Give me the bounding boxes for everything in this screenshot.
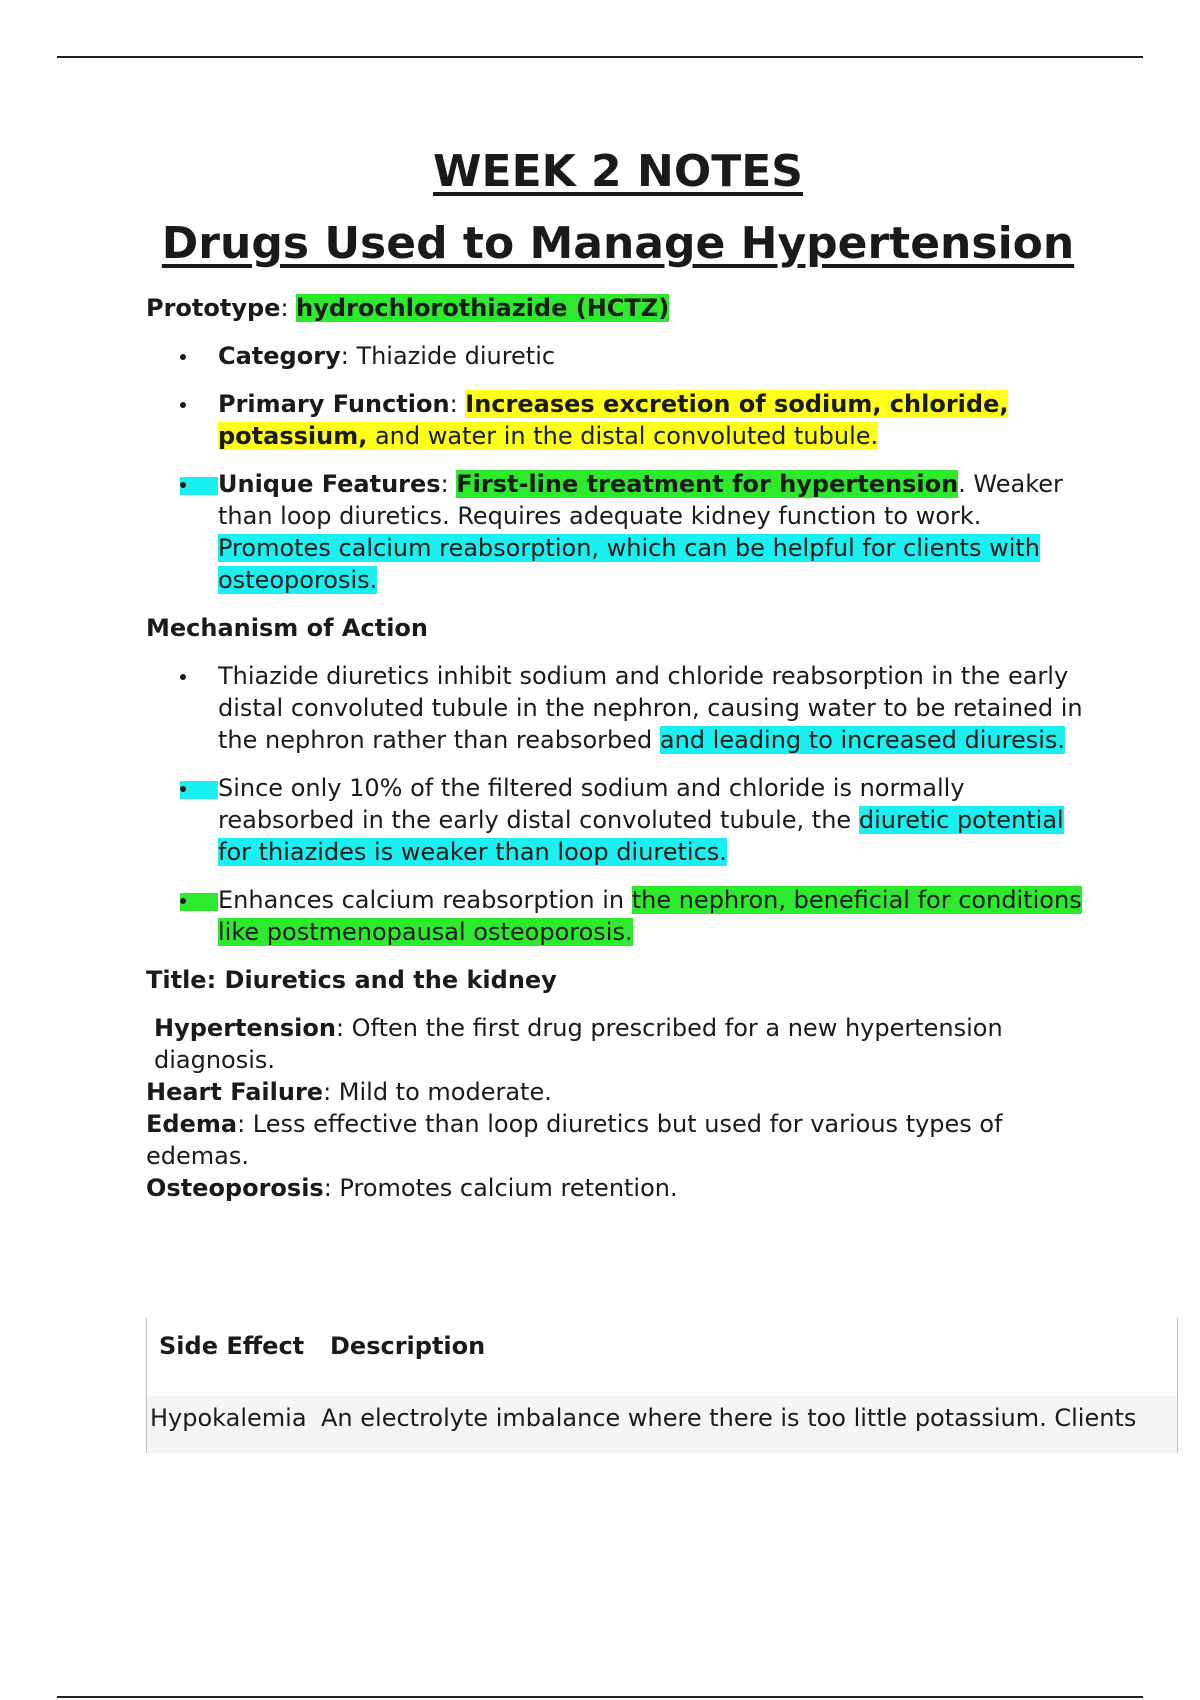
table-header-row (147, 1332, 1177, 1382)
mechanism-item3-text: Enhances calcium reabsorption in (218, 886, 632, 914)
list-item: Category: Thiazide diuretic (146, 340, 1096, 372)
unique-features-cyan: Promotes calcium reabsorption, which can be helpful for clients with osteoporosis. (218, 534, 1041, 594)
prototype-label: Prototype (146, 294, 281, 322)
bullet-icon (180, 660, 218, 692)
mechanism-item1-highlight: and leading to increased diuresis. (659, 726, 1066, 754)
primary-function-bold: Increases excretion of sodium, chloride, potassium, (218, 390, 1009, 450)
hypertension-text: : Often the first drug prescribed for a new hypertension diagnosis. (154, 1014, 1003, 1074)
category-value: Thiazide diuretic (356, 342, 556, 370)
cell-side-effect: Hypokalemia (150, 1404, 307, 1432)
uses-block (146, 1012, 1096, 1204)
use-edema (146, 1108, 1096, 1172)
side-effects-table (146, 1318, 1178, 1453)
mechanism-item3-highlight: the nephron, beneficial for conditions like postmenopausal osteoporosis. (218, 886, 1082, 946)
list-item: Primary Function: Increases excretion of sodium, chloride, potassium, and water in the distal convoluted tubule. (146, 388, 1096, 452)
list-item: Unique Features: First-line treatment for hypertension. Weaker than loop diuretics. Requires adequate kidney function to work. Promotes calcium reabsorption, which can be helpful for clients with osteoporosis. (146, 468, 1096, 596)
prototype-value: hydrochlorothiazide (HCTZ) (296, 294, 670, 322)
prototype-line: Prototype: hydrochlorothiazide (HCTZ) (146, 294, 670, 322)
uses-heading: Title: Diuretics and the kidney (146, 966, 557, 994)
category-label: Category (218, 342, 341, 370)
page-title: Drugs Used to Manage Hypertension (161, 218, 1075, 269)
bullet-icon (180, 772, 218, 804)
header-description: Description (330, 1332, 486, 1360)
heart-failure-text: : Mild to moderate. (323, 1078, 552, 1106)
table-row (147, 1396, 1177, 1453)
hypertension-label: Hypertension (154, 1014, 336, 1042)
edema-text: : Less effective than loop diuretics but used for various types of edemas. (146, 1110, 1003, 1170)
unique-features-label: Unique Features (218, 470, 441, 498)
mechanism-item1-text: Thiazide diuretics inhibit sodium and chloride reabsorption in the early distal convoluted tubule in the nephron, causing water to be retained in the nephron rather than reabsorbed (218, 662, 1083, 754)
mechanism-item2-highlight: diuretic potential for thiazides is weaker than loop diuretics. (218, 806, 1064, 866)
primary-function-label: Primary Function (218, 390, 450, 418)
use-hypertension (154, 1012, 1096, 1076)
bottom-rule (57, 1696, 1143, 1698)
cell-description: An electrolyte imbalance where there is too little potassium. Clients (321, 1404, 1137, 1432)
bullet-icon (180, 468, 218, 500)
header-side-effect: Side Effect (159, 1332, 305, 1360)
unique-features-text: . Weaker than loop diuretics. Requires adequate kidney function to work. (218, 470, 1063, 530)
unique-features-highlight: First-line treatment for hypertension (456, 470, 959, 498)
mechanism-heading: Mechanism of Action (146, 614, 428, 642)
list-item (146, 660, 1096, 756)
bullet-icon (180, 340, 218, 372)
osteoporosis-text: : Promotes calcium retention. (323, 1174, 678, 1202)
document-body (146, 292, 1096, 1204)
heart-failure-label: Heart Failure (146, 1078, 324, 1106)
prototype-details-list (146, 340, 1096, 596)
top-rule (57, 56, 1143, 58)
mechanism-item2-text: Since only 10% of the filtered sodium and chloride is normally reabsorbed in the early distal convoluted tubule, the (218, 774, 965, 834)
use-osteoporosis (146, 1172, 1096, 1204)
bullet-icon (180, 884, 218, 916)
bullet-icon (180, 388, 218, 420)
mechanism-list (146, 660, 1096, 948)
primary-function-rest: and water in the distal convoluted tubule. (367, 422, 879, 450)
list-item (146, 884, 1096, 948)
osteoporosis-label: Osteoporosis (146, 1174, 324, 1202)
list-item (146, 772, 1096, 868)
use-heart-failure (146, 1076, 1096, 1108)
week-title: WEEK 2 NOTES (433, 146, 803, 197)
edema-label: Edema (146, 1110, 238, 1138)
